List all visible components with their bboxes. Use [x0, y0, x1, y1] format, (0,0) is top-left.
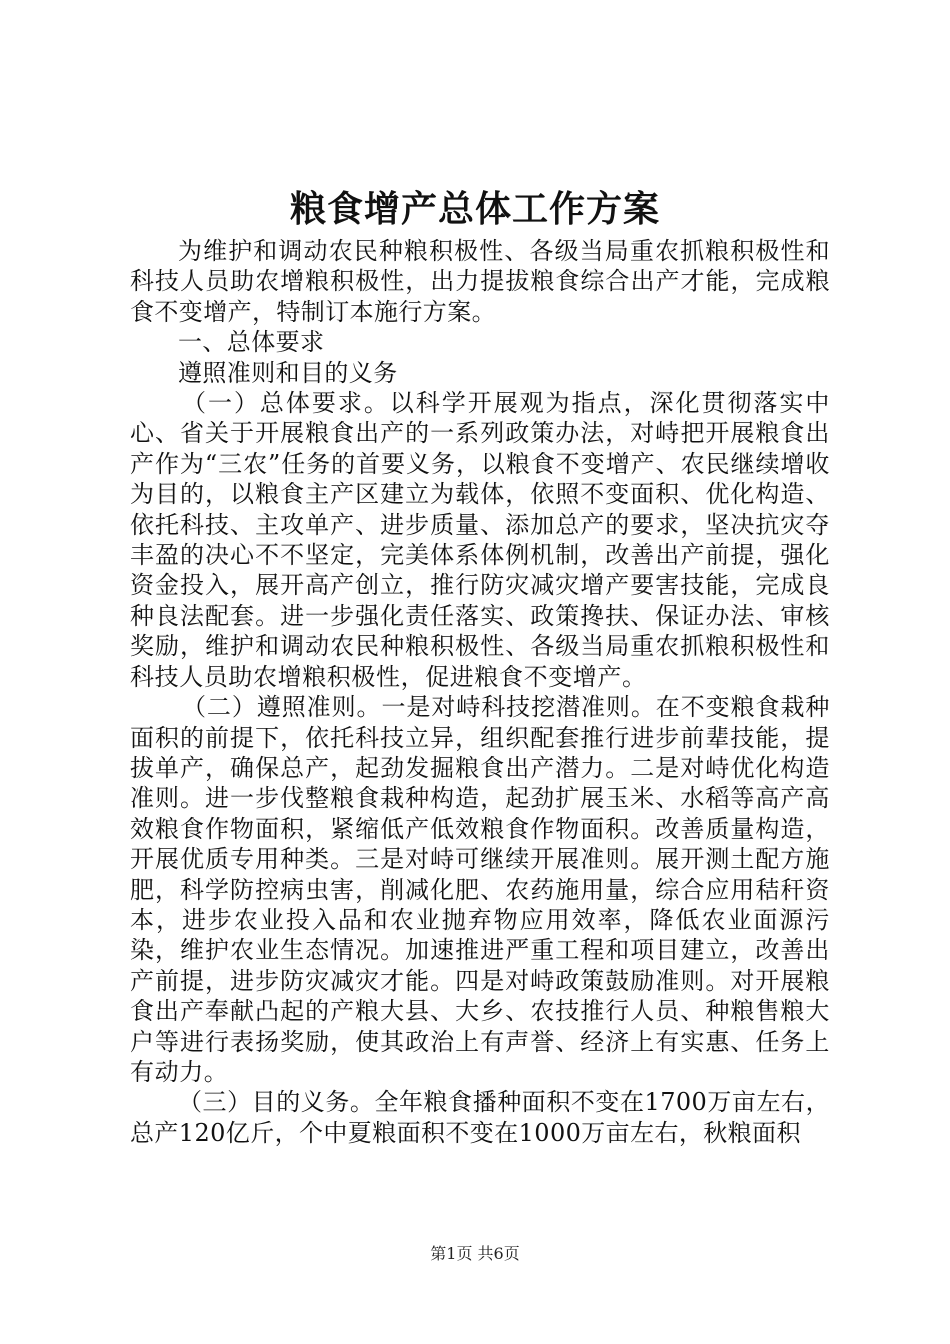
- page-footer: 第1页 共6页: [430, 1244, 520, 1263]
- document-body: [130, 236, 830, 1148]
- paragraph-goals-tasks: （三）目的义务。全年粮食播种面积不变在1700万亩左右，总产120亿斤，个中夏粮面积不变在1000万亩左右，秋粮面积: [130, 1088, 830, 1147]
- paragraph-general-requirements: （一）总体要求。以科学开展观为指点，深化贯彻落实中心、省关于开展粮食出产的一系列政策办法，对峙把开展粮食出产作为“三农”任务的首要义务，以粮食不变增产、农民继续增收为目的，以粮食主产区建立为载体，依照不变面积、优化构造、依托科技、主攻单产、进步质量、添加总产的要求，坚决抗灾夺丰盈的决心不不坚定，完美体系体例机制，改善出产前提，强化资金投入，展开高产创立，推行防灾减灾增产要害技能，完成良种良法配套。进一步强化责任落实、政策搀扶、保证办法、审核奖励，维护和调动农民种粮积极性、各级当局重农抓粮积极性和科技人员助农增粮积极性，促进粮食不变增产。: [130, 389, 830, 691]
- document-title: 粮食增产总体工作方案: [289, 188, 660, 230]
- paragraph-principles: （二）遵照准则。一是对峙科技挖潜准则。在不变粮食栽种面积的前提下，依托科技立异，组织配套推行进步前辈技能，提拔单产，确保总产，起劲发掘粮食出产潜力。二是对峙优化构造准则。进一步伐整粮食栽种构造，起劲扩展玉米、水稻等高产高效粮食作物面积，紧缩低产低效粮食作物面积。改善质量构造，开展优质专用种类。三是对峙可继续开展准则。展开测土配方施肥，科学防控病虫害，削减化肥、农药施用量，综合应用秸秆资本，进步农业投入品和农业抛弃物应用效率，降低农业面源污染，维护农业生态情况。加速推进严重工程和项目建立，改善出产前提，进步防灾减灾才能。四是对峙政策鼓励准则。对开展粮食出产奉献凸起的产粮大县、大乡、农技推行人员、种粮售粮大户等进行表扬奖励，使其政治上有声誉、经济上有实惠、任务上有动力。: [130, 693, 830, 1086]
- intro-paragraph: 为维护和调动农民种粮积极性、各级当局重农抓粮积极性和科技人员助农增粮积极性，出力提拔粮食综合出产才能，完成粮食不变增产，特制订本施行方案。: [130, 237, 830, 326]
- section-heading-general-requirements: 一、总体要求: [178, 328, 325, 357]
- subsection-heading-principles-goals: 遵照准则和目的义务: [178, 358, 398, 387]
